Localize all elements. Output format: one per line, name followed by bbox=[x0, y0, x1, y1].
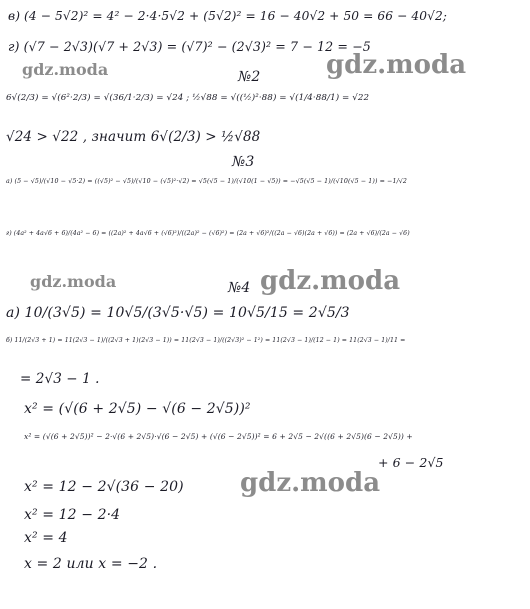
solution-line-g: г) (√7 − 2√3)(√7 + 2√3) = (√7)² − (2√3)² = 7 − 12 = −5 bbox=[8, 39, 371, 54]
problem4-part-b-result: = 2√3 − 1 . bbox=[20, 371, 100, 387]
watermark: gdz.moda bbox=[326, 50, 467, 80]
watermark: gdz.moda bbox=[260, 266, 401, 296]
solution-line-x5: x² = 12 − 2·4 bbox=[24, 507, 121, 523]
solution-line-x4: x² = 12 − 2√(36 − 20) bbox=[24, 479, 184, 495]
problem-number: №2 bbox=[238, 69, 261, 85]
solution-line-x6: x² = 4 bbox=[24, 530, 68, 546]
problem-number: №4 bbox=[228, 280, 251, 296]
problem-number: №3 bbox=[232, 154, 255, 170]
problem4-part-a: а) 10/(3√5) = 10√5/(3√5·√5) = 10√5/15 = 2√5/3 bbox=[6, 305, 350, 321]
problem4-part-b: б) 11/(2√3 + 1) = 11(2√3 − 1)/((2√3 + 1)(2√3 − 1)) = 11(2√3 − 1)/((2√3)² − 1²) = 11(2√3 − 1)/(12 − 1) = 11(2√3 − 1)/11 = bbox=[6, 337, 406, 344]
watermark: gdz.moda bbox=[30, 272, 117, 291]
problem3-part-a: а) (5 − √5)/(√10 − √5·2) = ((√5)² − √5)/(√10 − (√5)²·√2) = √5(√5 − 1)/(√10(1 − √5)) = −√5(√5 − 1)/(√10(√5 − 1)) = −1/√2 bbox=[6, 178, 408, 185]
watermark: gdz.moda bbox=[22, 60, 109, 79]
solution-line-v: в) (4 − 5√2)² = 4² − 2·4·5√2 + (5√2)² = 16 − 40√2 + 50 = 66 − 40√2; bbox=[8, 9, 448, 23]
solution-line-x1: x² = (√(6 + 2√5) − √(6 − 2√5))² bbox=[24, 401, 251, 417]
solution-line-x2: x² = (√(6 + 2√5))² − 2·√(6 + 2√5)·√(6 − 2√5) + (√(6 − 2√5))² = 6 + 2√5 − 2√((6 + 2√5)(6 − 2√5)) + bbox=[24, 432, 413, 441]
solution-line-x7: x = 2 или x = −2 . bbox=[24, 556, 158, 572]
solution-line-x3: + 6 − 2√5 bbox=[378, 455, 444, 470]
watermark: gdz.moda bbox=[240, 468, 381, 498]
problem3-part-g: г) (4a² + 4a√6 + 6)/(4a² − 6) = ((2a)² + 4a√6 + (√6)²)/((2a)² − (√6)²) = (2a + √6)²/((2a − √6)(2a + √6)) = (2a + √6)/(2a − √6) bbox=[6, 230, 410, 237]
problem2-comparison: 6√(2/3) = √(6²·2/3) = √(36/1·2/3) = √24 ; ½√88 = √((½)²·88) = √(1/4·88/1) = √22 bbox=[6, 93, 370, 103]
problem2-conclusion: √24 > √22 , значит 6√(2/3) > ½√88 bbox=[6, 129, 261, 145]
